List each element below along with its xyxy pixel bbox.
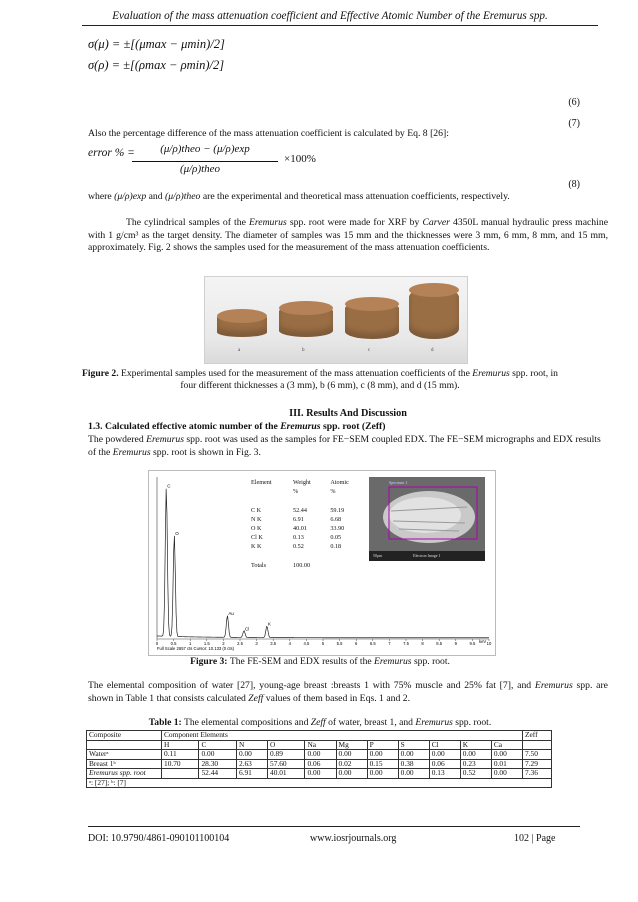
table-cell: 0.01 xyxy=(491,759,522,769)
footer-rule xyxy=(88,826,580,827)
table-cell: 0.52 xyxy=(460,769,491,779)
table-cell: 40.01 xyxy=(268,769,305,779)
edx-col-element: Element xyxy=(251,479,272,486)
edx-x-tick-label: 7 xyxy=(388,641,391,646)
table-cell: 2.63 xyxy=(236,759,267,769)
edx-row: Cl K 0.13 0.05 xyxy=(251,534,342,542)
table-cell: 57.60 xyxy=(268,759,305,769)
edx-x-tick-label: 0.5 xyxy=(170,641,177,646)
table-cell: 0.00 xyxy=(236,750,267,760)
edx-footer: Full Scale 2657 cts Cursor: 10.133 (0 cts) xyxy=(157,646,235,651)
sample-label-c: c xyxy=(368,348,371,353)
sample-label-a: a xyxy=(238,348,241,353)
edx-x-tick-label: 2 xyxy=(222,641,225,646)
sem-spectrum-tag: Spectrum 1 xyxy=(389,480,408,485)
table-row-zeff: 7.29 xyxy=(523,759,552,769)
edx-row: O K 40.01 33.90 xyxy=(251,525,345,533)
edx-col-weight: Weight xyxy=(293,479,311,486)
edx-x-tick-label: 4.5 xyxy=(303,641,310,646)
table-element-symbol: N xyxy=(236,740,267,750)
composition-paragraph: The elemental composition of water [27], young-age breast :breasts 1 with 75% muscle and 25% fat [7], and Eremurus spp. are shown in Table 1 that consists calculated Zeff values of them based in Eqs. 1 and 2. xyxy=(88,680,608,704)
equation-number-8: (8) xyxy=(568,179,580,190)
edx-x-tick-label: 3 xyxy=(255,641,258,646)
edx-row: K K 0.52 0.18 xyxy=(251,543,342,551)
equation-8-fraction-bar xyxy=(132,161,278,162)
equation-8-numerator: (μ/ρ)theo − (μ/ρ)exp xyxy=(160,143,250,155)
edx-totals-row: Totals 100.00 xyxy=(251,561,311,569)
table-cell: 0.06 xyxy=(429,759,460,769)
edx-peak-label: Au xyxy=(228,611,234,617)
edx-x-tick-label: 2.5 xyxy=(237,641,243,646)
edx-x-tick-label: 7.5 xyxy=(403,641,409,646)
table-cell: 0.00 xyxy=(305,750,336,760)
edx-peak-label: O xyxy=(175,531,179,537)
table-element-symbol: Cl xyxy=(429,740,460,750)
edx-x-tick-label: 6 xyxy=(355,641,358,646)
edx-peak-label: Cl xyxy=(244,626,250,632)
edx-x-tick-label: 8.5 xyxy=(436,641,443,646)
edx-x-tick-label: 3.5 xyxy=(270,641,277,646)
table-cell: 0.02 xyxy=(336,759,367,769)
section-heading: III. Results And Discussion xyxy=(289,408,407,419)
table-cell xyxy=(162,769,199,779)
table-element-symbol: C xyxy=(199,740,236,750)
sem-image-label: Electron Image 1 xyxy=(413,553,441,558)
sample-disk-c-top xyxy=(345,297,399,311)
figure-2-caption: Figure 2. Experimental samples used for the measurement of the mass attenuation coefficients of the Eremurus spp. root, in four different thicknesses a (3 mm), b (6 mm), c (8 mm), and d (15 mm). xyxy=(82,368,558,392)
edx-row: N K 6.91 6.68 xyxy=(251,515,342,523)
elemental-composition-table xyxy=(86,730,552,788)
equation-6: σ(μ) = ±[(μmax − μmin)/2] xyxy=(88,37,225,51)
table-row-name: Breast 1ᵇ xyxy=(87,759,162,769)
sample-disk-b-top xyxy=(279,301,333,315)
table-cell: 0.00 xyxy=(305,769,336,779)
table-cell: 0.89 xyxy=(268,750,305,760)
edx-x-tick-label: 5 xyxy=(321,641,325,646)
equation-8-denominator: (μ/ρ)theo xyxy=(179,163,221,175)
equation-7: σ(ρ) = ±[(ρmax − ρmin)/2] xyxy=(88,58,225,72)
table-header-zeff: Zeff xyxy=(523,731,552,741)
footer-url: www.iosrjournals.org xyxy=(310,833,397,844)
sem-micrograph xyxy=(369,477,485,561)
table-cell: 0.00 xyxy=(460,750,491,760)
equation-8-factor: ×100% xyxy=(284,153,316,165)
table-cell: 0.15 xyxy=(367,759,398,769)
subsection-heading: 1.3. Calculated effective atomic number of the Eremurus spp. root (Zeff) xyxy=(88,421,386,432)
samples-paragraph: The cylindrical samples of the Eremurus spp. root were made for XRF by Carver 4350L manual hydraulic press machine with 1 g/cm³ as the target density. The diameter of samples was 15 mm and the thicknesses were 3 mm, 6 mm, 8 mm, and 15 mm, approximately. Fig. 2 shows the samples used for the measurement of the mass attenuation coefficients. xyxy=(88,217,608,254)
table-element-symbol: Ca xyxy=(491,740,522,750)
edx-x-tick-label: 1 xyxy=(189,641,192,646)
table-cell: 0.38 xyxy=(398,759,429,769)
table-element-symbol: P xyxy=(367,740,398,750)
edx-x-tick-label: 5.5 xyxy=(336,641,343,646)
table-cell: 0.00 xyxy=(336,750,367,760)
edx-peak-label: K xyxy=(267,621,271,627)
figure-3-caption: Figure 3: The FE-SEM and EDX results of the Eremurus spp. root. xyxy=(190,656,450,667)
table-cell: 0.23 xyxy=(460,759,491,769)
edx-x-tick-label: 8 xyxy=(421,641,424,646)
table-element-symbol: H xyxy=(162,740,199,750)
edx-x-unit: keV xyxy=(479,639,487,644)
equation-number-6: (6) xyxy=(568,97,580,108)
footer-doi: DOI: 10.9790/4861-090101100104 xyxy=(88,833,230,844)
footer-page: 102 | Page xyxy=(514,833,556,844)
table-cell: 0.00 xyxy=(367,750,398,760)
edx-x-tick-label: 10 xyxy=(486,641,492,646)
sample-photo xyxy=(204,276,468,364)
table-cell: 0.13 xyxy=(429,769,460,779)
table-row xyxy=(87,769,552,779)
table-header-elements: Component Elements xyxy=(162,731,523,741)
table-row-zeff: 7.50 xyxy=(523,750,552,760)
table-cell: 0.00 xyxy=(199,750,236,760)
table-element-symbol: K xyxy=(460,740,491,750)
table-cell: 10.70 xyxy=(162,759,199,769)
table-row xyxy=(87,750,552,760)
edx-x-tick-label: 6.5 xyxy=(369,641,376,646)
equation-8-lhs: error % = xyxy=(88,147,135,159)
sample-disk-d-top xyxy=(409,283,459,297)
sem-paragraph: The powdered Eremurus spp. root was used as the samples for FE−SEM coupled EDX. The FE−SEM micrographs and EDX results of the Eremurus spp. root is shown in Fig. 3. xyxy=(88,434,601,458)
sample-label-b: b xyxy=(302,348,305,353)
table-cell: 0.00 xyxy=(491,750,522,760)
edx-peak-label: C xyxy=(167,483,171,489)
edx-row: C K 52.44 59.19 xyxy=(251,506,345,514)
sample-disk-a-top xyxy=(217,309,267,323)
edx-composition-table xyxy=(247,477,367,571)
table-element-symbol: Mg xyxy=(336,740,367,750)
table-cell: 52.44 xyxy=(199,769,236,779)
table-cell: 0.00 xyxy=(398,750,429,760)
sample-label-d: d xyxy=(431,348,434,353)
edx-col-atomic: Atomic xyxy=(330,479,349,486)
edx-x-tick-label: 0 xyxy=(155,641,159,646)
table-cell: 0.00 xyxy=(398,769,429,779)
edx-x-tick-label: 9 xyxy=(454,641,457,646)
where-paragraph: where (μ/ρ)exp and (μ/ρ)theo are the experimental and theoretical mass attenuation coefficients, respectively. xyxy=(88,191,510,202)
table-cell: 0.00 xyxy=(367,769,398,779)
table-cell: 0.00 xyxy=(429,750,460,760)
table-cell: 0.06 xyxy=(305,759,336,769)
table-cell: 0.00 xyxy=(491,769,522,779)
sem-scale-label: 50μm xyxy=(373,553,383,558)
equation-number-7: (7) xyxy=(568,118,580,129)
table-header-composite: Composite xyxy=(87,731,162,741)
edx-x-tick-label: 1.5 xyxy=(203,641,210,646)
edx-col-weight-unit: % xyxy=(293,488,299,496)
table-row-zeff: 7.36 xyxy=(523,769,552,779)
edx-x-tick-label: 4 xyxy=(288,641,291,646)
table-cell: 0.11 xyxy=(162,750,199,760)
table-cell: 0.00 xyxy=(336,769,367,779)
table-element-symbol: O xyxy=(268,740,305,750)
equation-intro: Also the percentage difference of the mass attenuation coefficient is calculated by Eq. 8 [26]: xyxy=(88,128,449,139)
edx-col-atomic-unit: % xyxy=(330,488,336,496)
table-element-symbol: S xyxy=(398,740,429,750)
header-rule xyxy=(82,25,598,26)
running-header: Evaluation of the mass attenuation coefficient and Effective Atomic Number of the Eremurus spp. xyxy=(112,10,548,22)
edx-x-tick-label: 9.5 xyxy=(469,641,476,646)
table-footnote: ᵃ: [27]; ᵇ: [7] xyxy=(87,778,552,788)
table-cell: 6.91 xyxy=(236,769,267,779)
table-cell: 28.30 xyxy=(199,759,236,769)
sem-edx-figure xyxy=(148,470,496,656)
table-row-name: Waterᵃ xyxy=(87,750,162,760)
table-element-symbol: Na xyxy=(305,740,336,750)
table-1-caption: Table 1: The elemental compositions and Zeff of water, breast 1, and Eremurus spp. root. xyxy=(148,717,492,728)
table-row-name: Eremurus spp. root xyxy=(87,769,162,779)
